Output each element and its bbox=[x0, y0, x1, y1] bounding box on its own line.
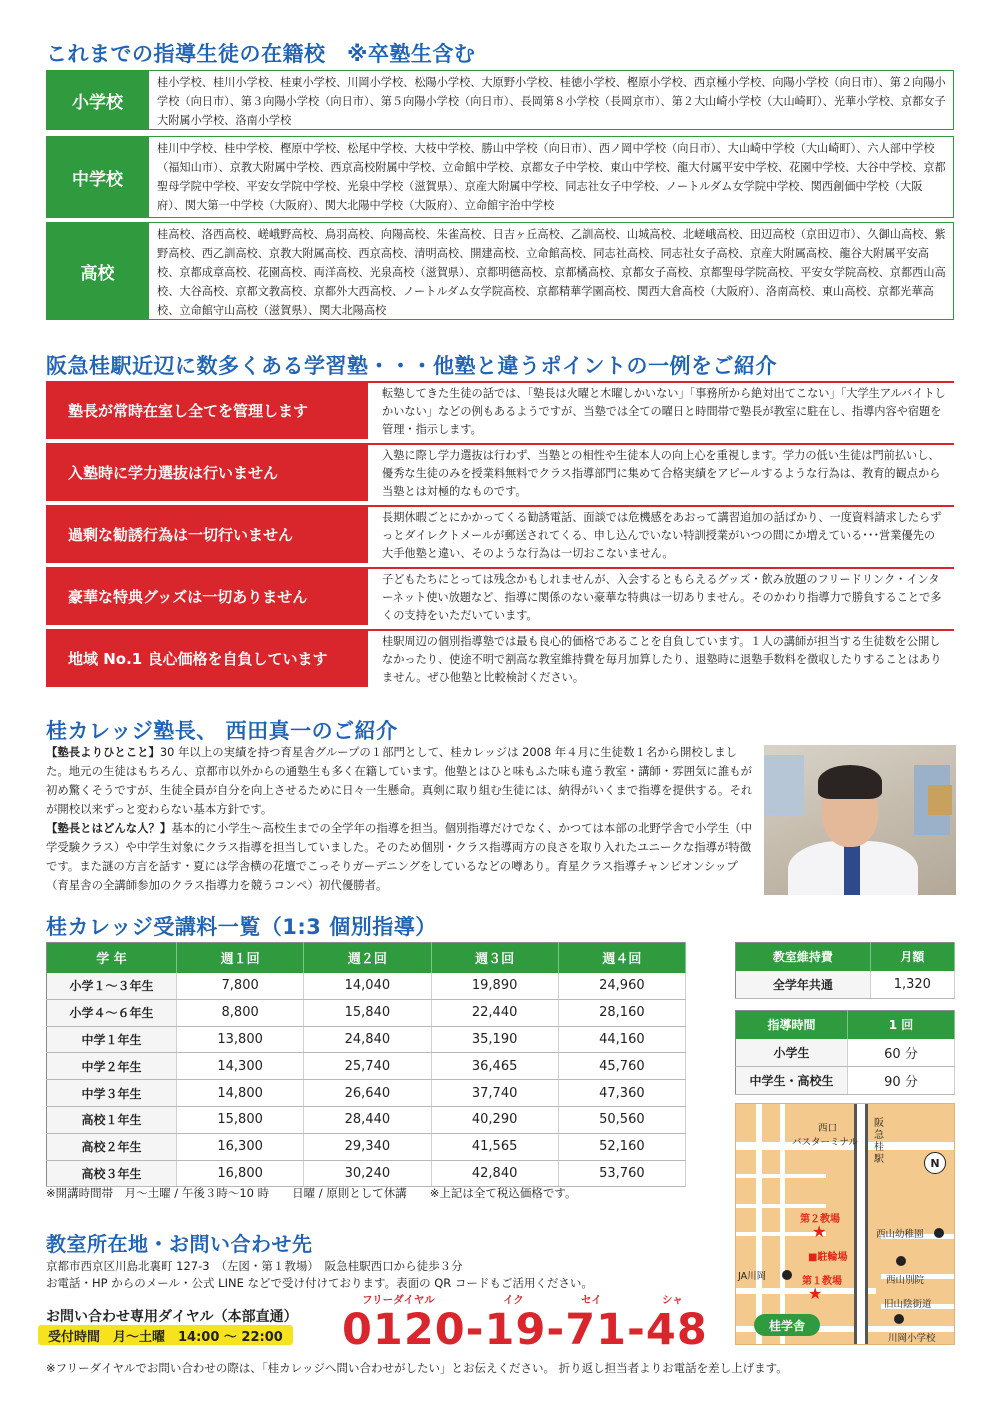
profile-title: 桂カレッジ塾長、 西田真一のご紹介 bbox=[46, 719, 398, 743]
fee-row bbox=[47, 1080, 686, 1107]
fee-cell: 7,800 bbox=[177, 973, 304, 1000]
point-row bbox=[46, 629, 954, 687]
fee-cell: 28,160 bbox=[558, 999, 685, 1026]
fee-cell: 45,760 bbox=[558, 1053, 685, 1080]
map-room2-label: 第２教場 bbox=[800, 1214, 840, 1225]
fee-cell: 25,740 bbox=[304, 1053, 431, 1080]
fees-title: 桂カレッジ受講料一覧（1:3 個別指導） bbox=[46, 915, 437, 939]
fee-row bbox=[47, 1133, 686, 1160]
fee-cell: 19,890 bbox=[431, 973, 558, 1000]
maintenance-table bbox=[735, 942, 955, 999]
point-row bbox=[46, 381, 954, 439]
point-label: 過剰な勧誘行為は一切行いません bbox=[46, 505, 368, 563]
fee-row bbox=[47, 1160, 686, 1187]
ruby-iku: イク bbox=[503, 1294, 524, 1306]
map-kinder-label: 西山幼稚園 bbox=[876, 1229, 924, 1240]
profile-body-2: 基本的に小学生～高校生までの全学年の指導を担当。個別指導だけでなく、かつては本部の北野学舎で小学生（中学受験クラス）や中学生対象にクラス指導を担当していました。そのため個別・クラス指導両方の良さを取り入れたユニークな指導が特徴です。また謎の方言を話す・夏には学舎横の花壇でこっそりガーデニングをしているなどの噂あり。育星クラス指導チャンピオンシップ（育星舎の全講師参加のクラス指導力を競うコンペ）初代優勝者。 bbox=[46, 821, 753, 892]
fee-grade: 小学１～３年生 bbox=[47, 973, 177, 1000]
maintenance-value: 1,320 bbox=[870, 971, 954, 999]
contact-title: 教室所在地・お問い合わせ先 bbox=[46, 1232, 313, 1256]
school-row-high bbox=[46, 222, 954, 320]
duration-label: 小学生 bbox=[736, 1039, 848, 1067]
fee-cell: 35,190 bbox=[431, 1026, 558, 1053]
duration-label: 中学生・高校生 bbox=[736, 1067, 848, 1095]
maintenance-header: 月額 bbox=[870, 943, 954, 971]
dial-title: お問い合わせ専用ダイヤル（本部直通） bbox=[46, 1309, 298, 1325]
fee-cell: 53,760 bbox=[558, 1160, 685, 1187]
fee-cell: 40,290 bbox=[431, 1106, 558, 1133]
fee-row bbox=[47, 999, 686, 1026]
fee-row bbox=[47, 973, 686, 1000]
school-row-elementary bbox=[46, 70, 954, 130]
fee-cell: 15,840 bbox=[304, 999, 431, 1026]
fee-cell: 15,800 bbox=[177, 1106, 304, 1133]
school-list: 桂川中学校、桂中学校、樫原中学校、松尾中学校、大枝中学校、勝山中学校（向日市）、西ノ岡中学校（向日市）、大山崎中学校（大山崎町）、六人部中学校（福知山市）、京教大附属中学校、西京高校附属中学校、立命館中学校、京都女子中学校、東山中学校、龍大付属平安中学校、花園中学校、大谷中学校、京都聖母学院中学校、平安女学院中学校、光泉中学校（滋賀県）、京産大附属中学校、同志社女子中学校、ノートルダム女学院中学校、関西創価中学校（大阪府）、関大第一中学校（大阪府）、関大北陽中学校（大阪府）、立命館宇治中学校 bbox=[149, 136, 954, 218]
school-dot-icon bbox=[894, 1314, 904, 1324]
duration-value: 90 分 bbox=[848, 1067, 955, 1095]
duration-header: 1 回 bbox=[848, 1011, 955, 1039]
fee-grade: 中学２年生 bbox=[47, 1053, 177, 1080]
phone-number[interactable]: 0120-19-71-48 bbox=[342, 1305, 708, 1355]
fee-cell: 30,240 bbox=[304, 1160, 431, 1187]
fee-cell: 24,960 bbox=[558, 973, 685, 1000]
point-label: 塾長が常時在室し全てを管理します bbox=[46, 381, 368, 439]
fee-grade: 高校３年生 bbox=[47, 1160, 177, 1187]
map-road-label: 旧山陰街道 bbox=[884, 1299, 932, 1310]
principal-photo bbox=[764, 745, 956, 895]
ruby-sha: シャ bbox=[662, 1294, 683, 1306]
maintenance-header: 教室維持費 bbox=[736, 943, 871, 971]
fee-note: ※開講時間帯 月～土曜 / 午後３時～10 時 日曜 / 原則として休講 ※上記は全て税込価格です。 bbox=[46, 1186, 577, 1200]
point-row bbox=[46, 567, 954, 625]
fee-grade: 中学３年生 bbox=[47, 1080, 177, 1107]
fee-cell: 50,560 bbox=[558, 1106, 685, 1133]
map-room1-label: 第１教場 bbox=[802, 1276, 842, 1287]
fee-header: 週１回 bbox=[177, 943, 304, 973]
profile-head-1: 【塾長よりひとこと】 bbox=[46, 745, 160, 759]
fee-cell: 41,565 bbox=[431, 1133, 558, 1160]
contact-address: 京都市西京区川島北裏町 127-3 （左図・第１教場） 阪急桂駅西口から徒歩３分 bbox=[46, 1259, 463, 1273]
profile-head-2: 【塾長とはどんな人？】 bbox=[46, 821, 172, 835]
point-text: 転塾してきた生徒の話では、「塾長は火曜と木曜しかいない」「事務所から絶対出てこない」「大学生アルバイトしかいない」などの例もあるようですが、当塾では全ての曜日と時間帯で塾長が教室に駐在し、指導内容や宿題を管理・指示します。 bbox=[368, 381, 954, 439]
contact-info: お電話・HP からのメール・公式 LINE などで受け付けております。表面の QR コードもご活用ください。 bbox=[46, 1276, 593, 1290]
fee-cell: 13,800 bbox=[177, 1026, 304, 1053]
room1-star-icon: ★ bbox=[808, 1284, 823, 1303]
map-parking-label: ■駐輪場 bbox=[808, 1252, 848, 1263]
fee-cell: 16,800 bbox=[177, 1160, 304, 1187]
fee-header: 週３回 bbox=[431, 943, 558, 973]
fee-grade: 高校１年生 bbox=[47, 1106, 177, 1133]
fee-cell: 47,360 bbox=[558, 1080, 685, 1107]
point-label: 豪華な特典グッズは一切ありません bbox=[46, 567, 368, 625]
fee-cell: 16,300 bbox=[177, 1133, 304, 1160]
point-row bbox=[46, 443, 954, 501]
fee-row bbox=[47, 1053, 686, 1080]
schools-title: これまでの指導生徒の在籍校 ※卒塾生含む bbox=[46, 42, 476, 66]
bottom-note: ※フリーダイヤルでお問い合わせの際は、「桂カレッジへ問い合わせがしたい」とお伝えください。 折り返し担当者よりお電話を差し上げます。 bbox=[46, 1361, 788, 1375]
point-label: 地域 No.1 良心価格を自負しています bbox=[46, 629, 368, 687]
fee-header: 週４回 bbox=[558, 943, 685, 973]
fee-cell: 36,465 bbox=[431, 1053, 558, 1080]
map-school-label: 川岡小学校 bbox=[888, 1333, 936, 1344]
point-row bbox=[46, 505, 954, 563]
fee-grade: 高校２年生 bbox=[47, 1133, 177, 1160]
north-icon: N bbox=[924, 1152, 946, 1174]
fee-cell: 52,160 bbox=[558, 1133, 685, 1160]
fee-cell: 14,300 bbox=[177, 1053, 304, 1080]
map-brand-badge: 桂学舎 bbox=[754, 1314, 820, 1336]
school-label: 高校 bbox=[46, 222, 149, 320]
fee-cell: 29,340 bbox=[304, 1133, 431, 1160]
hours-badge: 受付時間 月～土曜 14:00 ～ 22:00 bbox=[38, 1325, 293, 1345]
fee-cell: 24,840 bbox=[304, 1026, 431, 1053]
nishiyama-dot-icon bbox=[896, 1256, 906, 1266]
kinder-dot-icon bbox=[934, 1228, 944, 1238]
fee-cell: 8,800 bbox=[177, 999, 304, 1026]
point-text: 長期休暇ごとにかかってくる勧誘電話、面談では危機感をあおって講習追加の話ばかり、一度資料請求したらずっとダイレクトメールが郵送されてくる、申し込んでいない特訓授業がいつの間にか増えている･･･営業優先の大手他塾と違い、そのような行為は一切おこないません。 bbox=[368, 505, 954, 563]
school-list: 桂高校、洛西高校、嵯峨野高校、鳥羽高校、向陽高校、朱雀高校、日吉ヶ丘高校、乙訓高校、山城高校、北嵯峨高校、田辺高校（京田辺市）、久御山高校、紫野高校、西乙訓高校、京教大附属高校、西京高校、清明高校、開建高校、立命館高校、同志社高校、同志社女子高校、京産大附属高校、龍谷大附属平安高校、京都成章高校、花園高校、両洋高校、光泉高校（滋賀県）、京都明德高校、京都橘高校、京都女子高校、京都聖母学院高校、平安女学院高校、京都西山高校、大谷高校、京都文教高校、京都外大西高校、ノートルダム女学院高校、京都精華学園高校、関西大倉高校（大阪府）、洛南高校、東山高校、京都光華高校、立命館守山高校（滋賀県）、関大北陽高校 bbox=[149, 222, 954, 320]
map-station-label: 阪急桂駅 bbox=[874, 1118, 884, 1165]
ruby-free: フリーダイヤル bbox=[362, 1294, 435, 1306]
fee-header: 学 年 bbox=[47, 943, 177, 973]
school-row-junior-high bbox=[46, 136, 954, 218]
fee-row bbox=[47, 1026, 686, 1053]
profile-body-1: 30 年以上の実績を持つ育星舎グループの１部門として、桂カレッジは 2008 年４月に生徒数１名から開校しました。地元の生徒はもちろん、京都市以外からの通塾生も多く在籍しています。他塾とはひと味もふた味も違う教室・講師・雰囲気に誰もが初め驚くそうですが、生徒全員が自分を向上させるために日々一生懸命。真剣に取り組む生徒には、納得がいくまで指導を提供する。それが開校以来ずっと変わらない基本方針です。 bbox=[46, 745, 753, 816]
school-label: 中学校 bbox=[46, 136, 149, 218]
fee-grade: 小学４～６年生 bbox=[47, 999, 177, 1026]
fee-cell: 14,040 bbox=[304, 973, 431, 1000]
map-nishiyama-label: 西山別院 bbox=[886, 1275, 925, 1286]
access-map bbox=[735, 1103, 955, 1345]
maintenance-label: 全学年共通 bbox=[736, 971, 871, 999]
fee-cell: 14,800 bbox=[177, 1080, 304, 1107]
map-jr-label: JA川岡 bbox=[738, 1271, 767, 1282]
duration-value: 60 分 bbox=[848, 1039, 955, 1067]
point-text: 入塾に際し学力選抜は行わず、当塾との相性や生徒本人の向上心を重視します。学力の低い生徒は門前払いし、優秀な生徒のみを授業料無料でクラス指導部門に集めて合格実績をアピールするような行為は、教育的観点から当塾とは対極的なものです。 bbox=[368, 443, 954, 501]
fee-grade: 中学１年生 bbox=[47, 1026, 177, 1053]
jr-dot-icon bbox=[782, 1270, 792, 1280]
fee-cell: 22,440 bbox=[431, 999, 558, 1026]
school-list: 桂小学校、桂川小学校、桂東小学校、川岡小学校、松陽小学校、大原野小学校、桂徳小学校、樫原小学校、西京極小学校、向陽小学校（向日市）、第２向陽小学校（向日市）、第３向陽小学校（向日市）、第５向陽小学校（向日市）、長岡第８小学校（長岡京市）、第２大山崎小学校（大山崎町）、光華小学校、京都女子大附属小学校、洛南小学校 bbox=[149, 70, 954, 130]
fee-cell: 42,840 bbox=[431, 1160, 558, 1187]
room2-star-icon: ★ bbox=[812, 1222, 827, 1241]
profile-text bbox=[46, 743, 758, 895]
duration-table bbox=[735, 1010, 955, 1095]
fee-cell: 26,640 bbox=[304, 1080, 431, 1107]
duration-header: 指導時間 bbox=[736, 1011, 848, 1039]
fee-header: 週２回 bbox=[304, 943, 431, 973]
fee-row bbox=[47, 1106, 686, 1133]
points-title: 阪急桂駅近辺に数多くある学習塾・・・他塾と違うポイントの一例をご紹介 bbox=[46, 354, 777, 378]
map-bus-label-2: バスターミナル bbox=[792, 1137, 859, 1148]
point-label: 入塾時に学力選抜は行いません bbox=[46, 443, 368, 501]
fee-cell: 28,440 bbox=[304, 1106, 431, 1133]
school-label: 小学校 bbox=[46, 70, 149, 130]
fee-table bbox=[46, 942, 686, 1187]
fee-cell: 44,160 bbox=[558, 1026, 685, 1053]
map-bus-label-1: 西口 bbox=[818, 1123, 838, 1134]
point-text: 桂駅周辺の個別指導塾では最も良心的価格であることを自負しています。１人の講師が担当する生徒数を公開しなかったり、使途不明で割高な教室維持費を毎月加算したり、退塾時に退塾手数料を徴収したりすることはありません。ぜひ他塾と比較検討ください。 bbox=[368, 629, 954, 687]
ruby-sei: セイ bbox=[581, 1294, 602, 1306]
point-text: 子どもたちにとっては残念かもしれませんが、入会するともらえるグッズ・飲み放題のフリードリンク・インターネット使い放題など、指導に関係のない豪華な特典は一切ありません。そのかわり指導力で勝負することで多くの支持をいただいています。 bbox=[368, 567, 954, 625]
fee-cell: 37,740 bbox=[431, 1080, 558, 1107]
